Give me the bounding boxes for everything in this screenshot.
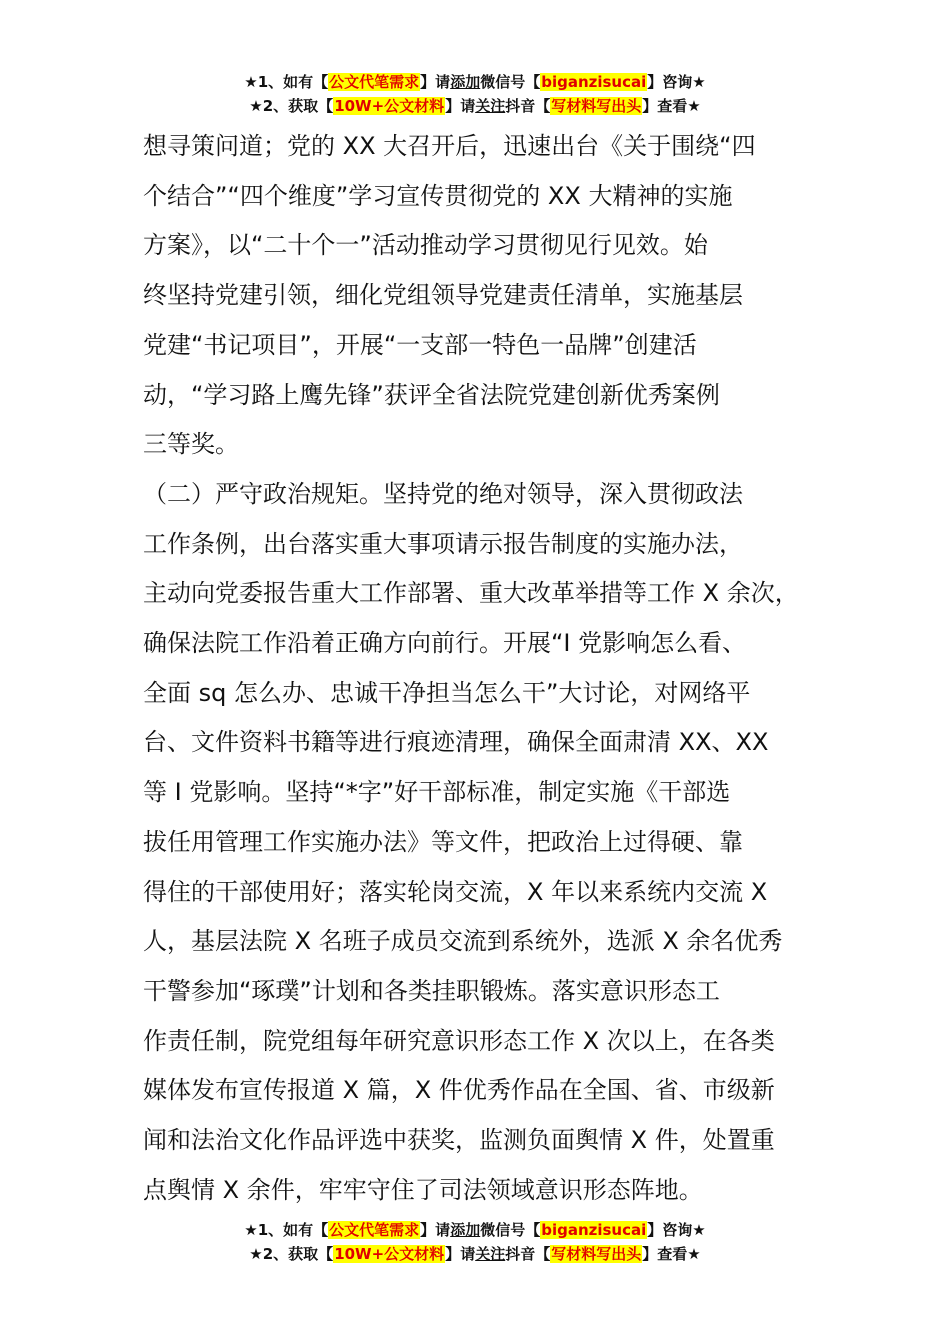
banner-text: ★2、获取【	[249, 1245, 334, 1263]
banner-text: 】查看★	[642, 1245, 701, 1263]
text-line: 个结合”“四个维度”学习宣传贯彻党的 XX 大精神的实施	[143, 181, 733, 210]
banner-text: 抖音【	[505, 97, 551, 115]
douyin-account: 写材料写出头	[551, 97, 642, 115]
text-line: 党建“书记项目”，开展“一支部一特色一品牌”创建活	[143, 330, 697, 359]
text-line: 闻和法治文化作品评选中获奖，监测负面舆情 X 件，处置重	[143, 1126, 775, 1155]
footer-banner	[0, 1218, 950, 1266]
text-line: 全面 sq 怎么办、忠诚干净担当怎么干”大讨论，对网络平	[143, 678, 751, 707]
banner-text: 抖音【	[505, 1245, 551, 1263]
banner-text: ★1、如有【	[244, 1221, 329, 1239]
banner-text: 微信号【	[480, 1221, 541, 1239]
text-line: 台、文件资料书籍等进行痕迹清理，确保全面肃清 XX、XX	[143, 728, 769, 757]
text-line: 确保法院工作沿着正确方向前行。开展“I 党影响怎么看、	[143, 629, 747, 658]
text-line: 想寻策问道；党的 XX 大召开后，迅速出台《关于围绕“四	[143, 132, 756, 160]
text-line: 作责任制，院党组每年研究意识形态工作 X 次以上，在各类	[143, 1026, 775, 1055]
banner-text: 】查看★	[642, 97, 701, 115]
highlight-text: 公文代笔需求	[329, 1221, 420, 1239]
douyin-account: 写材料写出头	[551, 1245, 642, 1263]
banner-text: ★1、如有【	[244, 73, 329, 91]
header-banner	[0, 70, 950, 118]
document-body	[143, 122, 833, 1215]
text-line: 人，基层法院 X 名班子成员交流到系统外，选派 X 余名优秀	[143, 927, 783, 956]
text-line: 终坚持党建引领，细化党组领导党建责任清单，实施基层	[143, 281, 743, 310]
text-line: 点舆情 X 余件，牢牢守住了司法领域意识形态阵地。	[143, 1175, 703, 1204]
text-line: 三等奖。	[143, 430, 239, 459]
underlined-text: 关注	[475, 1245, 506, 1263]
underlined-text: 添加	[450, 73, 481, 91]
banner-line-2	[0, 1242, 950, 1266]
banner-line-2	[0, 94, 950, 118]
section-heading-line: （二）严守政治规矩。坚持党的绝对领导，深入贯彻政法	[143, 479, 743, 508]
wechat-id: biganzisucai	[541, 73, 647, 91]
highlight-text: 10W+公文材料	[334, 1245, 445, 1263]
highlight-text: 10W+公文材料	[334, 97, 445, 115]
banner-line-1	[0, 1218, 950, 1242]
underlined-text: 关注	[475, 97, 506, 115]
banner-text: 】请	[445, 1245, 476, 1263]
text-line: 动，“学习路上鹰先锋”获评全省法院党建创新优秀案例	[143, 380, 720, 409]
text-line: 干警参加“琢璞”计划和各类挂职锻炼。落实意识形态工	[143, 976, 720, 1005]
banner-text: 微信号【	[480, 73, 541, 91]
text-line: 拔任用管理工作实施办法》等文件，把政治上过得硬、靠	[143, 827, 743, 856]
banner-text: 】咨询★	[647, 73, 706, 91]
banner-text: 】咨询★	[647, 1221, 706, 1239]
banner-line-1	[0, 70, 950, 94]
text-line: 等 I 党影响。坚持“*字”好干部标准，制定实施《干部选	[143, 778, 731, 807]
text-line: 工作条例，出台落实重大事项请示报告制度的实施办法，	[143, 529, 743, 558]
banner-text: ★2、获取【	[249, 97, 334, 115]
text-line: 媒体发布宣传报道 X 篇，X 件优秀作品在全国、省、市级新	[143, 1076, 775, 1105]
wechat-id: biganzisucai	[541, 1221, 647, 1239]
banner-text: 】请	[445, 97, 476, 115]
banner-text: 】请	[420, 73, 451, 91]
banner-text: 】请	[420, 1221, 451, 1239]
underlined-text: 添加	[450, 1221, 481, 1239]
text-line: 方案》，以“二十个一”活动推动学习贯彻见行见效。始	[143, 231, 708, 260]
text-line: 主动向党委报告重大工作部署、重大改革举措等工作 X 余次，	[143, 579, 799, 608]
highlight-text: 公文代笔需求	[329, 73, 420, 91]
text-line: 得住的干部使用好；落实轮岗交流，X 年以来系统内交流 X	[143, 877, 768, 906]
